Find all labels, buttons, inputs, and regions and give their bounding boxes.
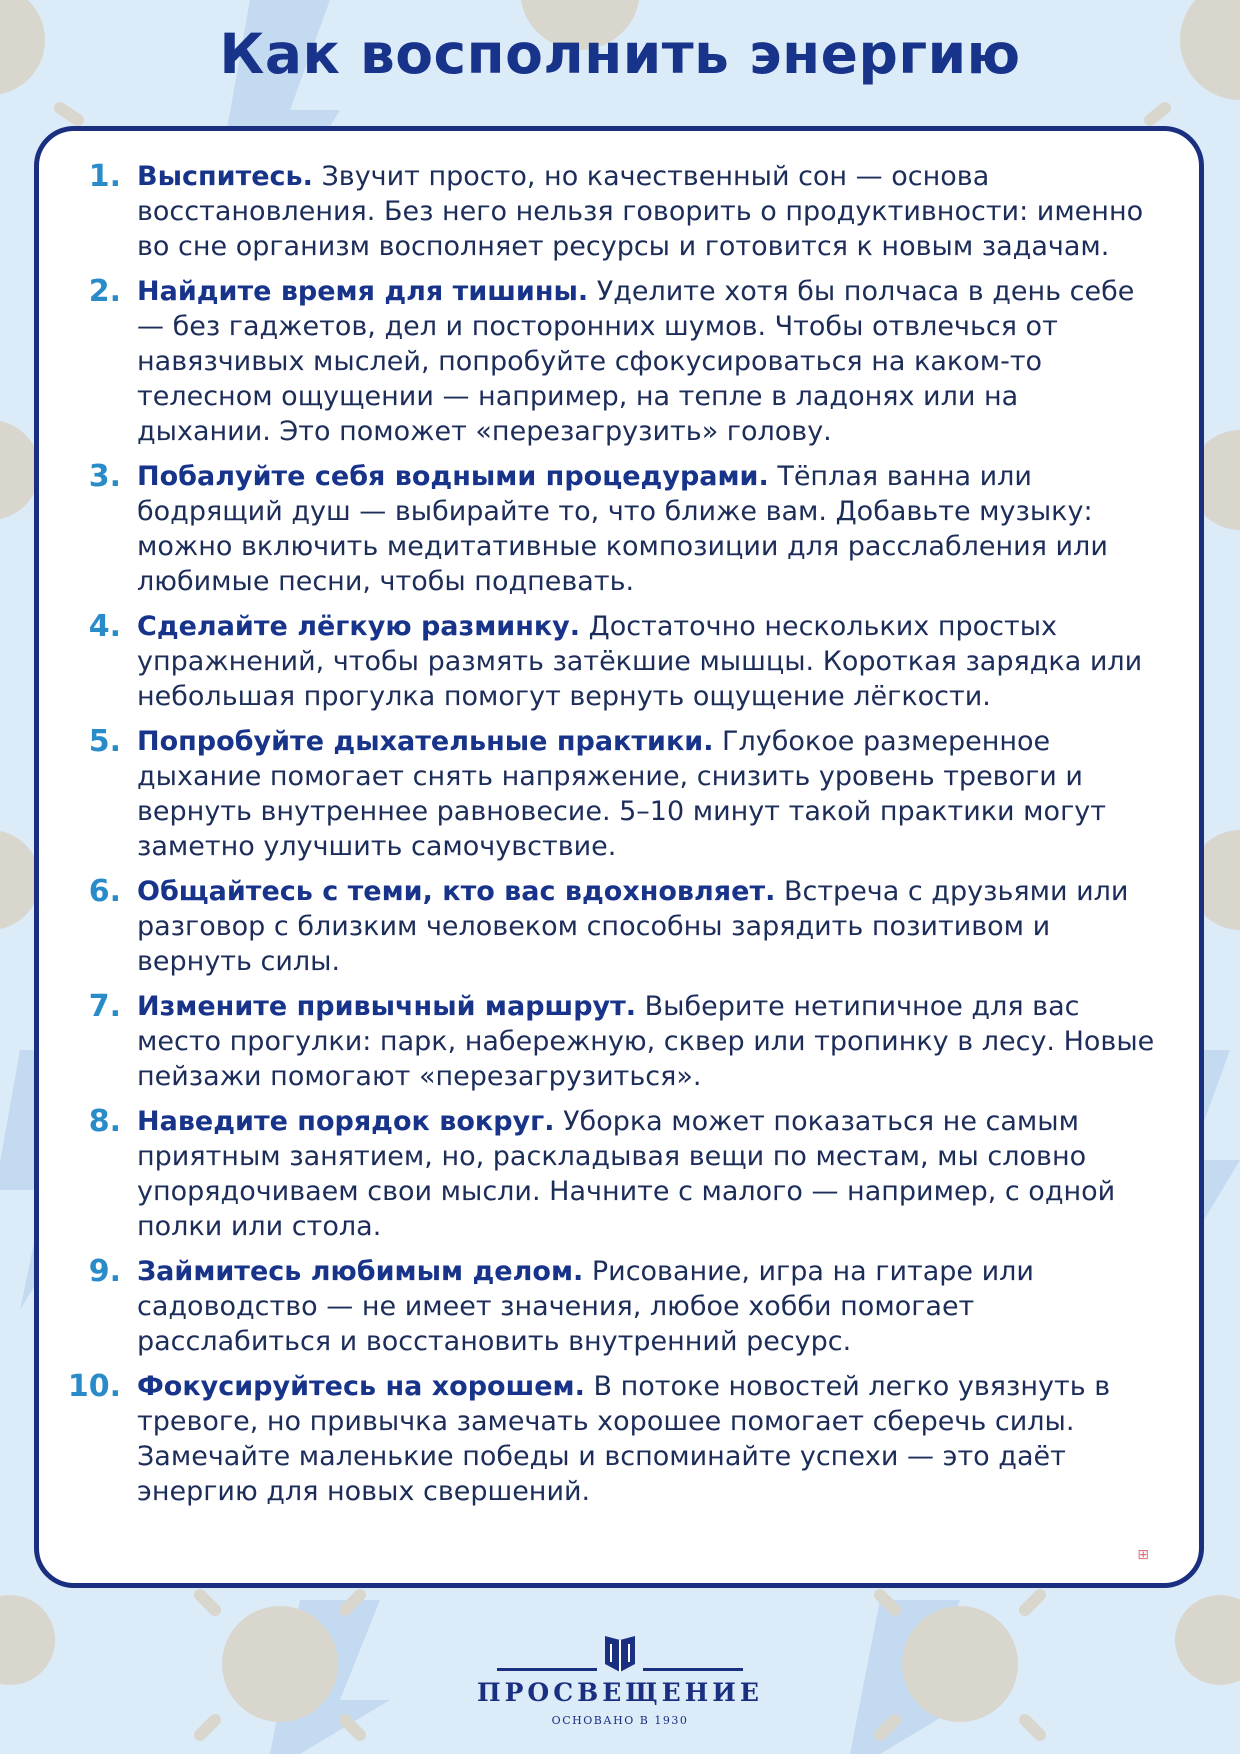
- tip-number: 5.: [88, 724, 121, 759]
- page-title: Как восполнить энергию: [219, 22, 1021, 86]
- tip-title: Побалуйте себя водными процедурами.: [137, 461, 769, 492]
- logo-rule-right: [643, 1668, 743, 1671]
- tip-number: 9.: [88, 1254, 121, 1289]
- logo-name: ПРОСВЕЩЕНИЕ: [477, 1678, 763, 1707]
- tip-text: [137, 874, 1155, 979]
- tip-number: 10.: [67, 1369, 121, 1404]
- tip-title: Фокусируйтесь на хорошем.: [137, 1371, 585, 1402]
- tip-number: 3.: [88, 459, 121, 494]
- tip-text: [137, 724, 1155, 864]
- tip-number: 6.: [88, 874, 121, 909]
- tip-item: [39, 609, 1199, 714]
- small-plus-square-icon: ⊞: [1137, 1547, 1149, 1563]
- tip-number: 2.: [88, 274, 121, 309]
- tip-item: [39, 159, 1199, 264]
- tip-title: Выспитесь.: [137, 161, 313, 192]
- tip-number: 4.: [88, 609, 121, 644]
- tip-number: 8.: [88, 1104, 121, 1139]
- tip-body: Достаточно нескольких простых упражнений, чтобы размять затёкшие мышцы. Короткая зарядка или небольшая прогулка помогут вернуть ощущение лёгкости.: [137, 611, 1143, 712]
- tip-item: [39, 1369, 1199, 1509]
- logo-rule-left: [497, 1668, 597, 1671]
- tip-body: Уделите хотя бы полчаса в день себе — без гаджетов, дел и посторонних шумов. Чтобы отвлечься от навязчивых мыслей, попробуйте сфокусироваться на каком-то телесном ощущении — например, на тепле в ладонях или на дыхании. Это поможет «перезагрузить» голову.: [137, 276, 1135, 447]
- tip-body: В потоке новостей легко увязнуть в тревоге, но привычка замечать хорошее помогает сберечь силы. Замечайте маленькие победы и вспоминайте успехи — это даёт энергию для новых свершений.: [137, 1371, 1111, 1507]
- tip-title: Займитесь любимым делом.: [137, 1256, 584, 1287]
- tip-text: [137, 609, 1155, 714]
- tip-item: [39, 874, 1199, 979]
- tip-title: Попробуйте дыхательные практики.: [137, 726, 714, 757]
- tip-body: Выберите нетипичное для вас место прогулки: парк, набережную, сквер или тропинку в лесу. Новые пейзажи помогают «перезагрузиться».: [137, 991, 1155, 1092]
- tip-text: [137, 1369, 1155, 1509]
- tip-title: Измените привычный маршрут.: [137, 991, 637, 1022]
- tip-item: [39, 724, 1199, 864]
- tip-text: [137, 274, 1155, 449]
- tip-title: Общайтесь с теми, кто вас вдохновляет.: [137, 876, 776, 907]
- tip-title: Наведите порядок вокруг.: [137, 1106, 555, 1137]
- tip-item: [39, 989, 1199, 1094]
- tips-card: [34, 126, 1204, 1588]
- book-emblem-icon: [603, 1632, 637, 1674]
- tip-text: [137, 989, 1155, 1094]
- tip-title: Найдите время для тишины.: [137, 276, 589, 307]
- tip-body: Глубокое размеренное дыхание помогает снять напряжение, снизить уровень тревоги и вернуть внутреннее равновесие. 5–10 минут такой практики могут заметно улучшить самочувствие.: [137, 726, 1106, 862]
- tip-text: [137, 1254, 1155, 1359]
- tips-list: [39, 159, 1199, 1519]
- tip-body: Звучит просто, но качественный сон — основа восстановления. Без него нельзя говорить о продуктивности: именно во сне организм восполняет ресурсы и готовится к новым задачам.: [137, 161, 1144, 262]
- tip-text: [137, 459, 1155, 599]
- tip-body: Уборка может показаться не самым приятным занятием, но, раскладывая вещи по местам, мы словно упорядочиваем свои мысли. Начните с малого — например, с одной полки или стола.: [137, 1106, 1116, 1242]
- tip-item: [39, 274, 1199, 449]
- tip-number: 7.: [88, 989, 121, 1024]
- tip-item: [39, 459, 1199, 599]
- tip-item: [39, 1254, 1199, 1359]
- tip-text: [137, 1104, 1155, 1244]
- tip-item: [39, 1104, 1199, 1244]
- tip-text: [137, 159, 1155, 264]
- tip-body: Рисование, игра на гитаре или садоводство — не имеет значения, любое хобби помогает расслабиться и восстановить внутренний ресурс.: [137, 1256, 1034, 1357]
- tip-body: Встреча с друзьями или разговор с близким человеком способны зарядить позитивом и вернуть силы.: [137, 876, 1129, 977]
- logo-subtitle: ОСНОВАНО В 1930: [551, 1714, 689, 1727]
- tip-body: Тёплая ванна или бодрящий душ — выбирайте то, что ближе вам. Добавьте музыку: можно включить медитативные композиции для расслабления или любимые песни, чтобы подпевать.: [137, 461, 1108, 597]
- tip-number: 1.: [88, 159, 121, 194]
- publisher-logo: [0, 1628, 1240, 1732]
- tip-title: Сделайте лёгкую разминку.: [137, 611, 581, 642]
